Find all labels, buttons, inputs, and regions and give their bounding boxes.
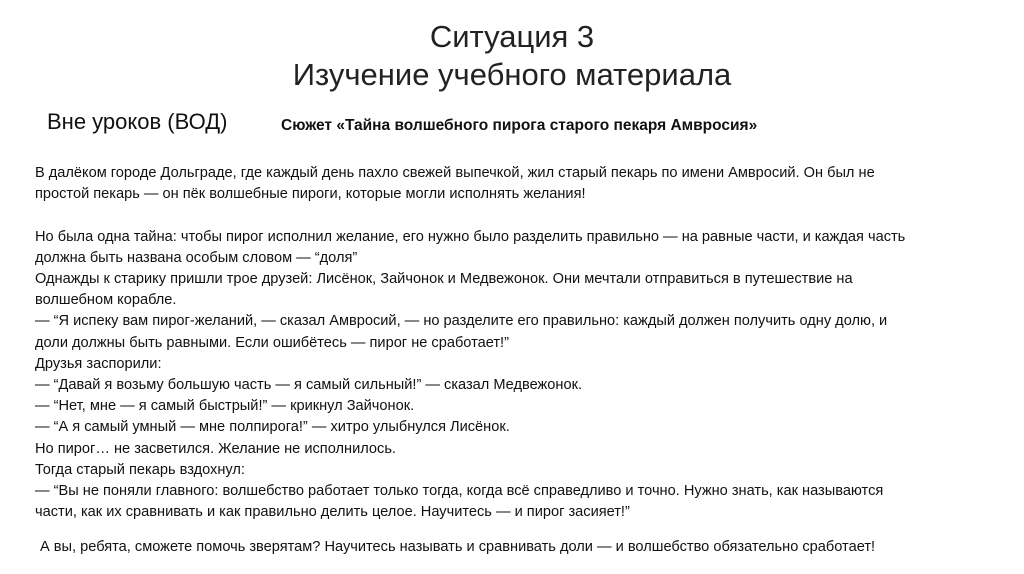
story-line: волшебном корабле. (35, 292, 177, 309)
story-line: части, как их сравнивать и как правильно делить целое. Научитесь — и пирог засияет!” (35, 504, 630, 521)
closing-question: А вы, ребята, сможете помочь зверятам? Научитесь называть и сравнивать доли — и волшебство обязательно сработает! (40, 539, 876, 555)
story-line: — “Вы не поняли главного: волшебство работает только тогда, когда всё справедливо и точно. Нужно знать, как называются (35, 483, 884, 500)
story-line: Тогда старый пекарь вздохнул: (35, 461, 245, 478)
story-line: Друзья заспорили: (35, 355, 162, 372)
story-line: должна быть названа особым словом — “доля” (35, 249, 358, 266)
slide-title-line-2: Изучение учебного материала (292, 57, 732, 92)
story-line: Но пирог… не засветился. Желание не исполнилось. (35, 440, 396, 457)
slide-title-line-1: Ситуация 3 (429, 19, 595, 54)
plot-heading: Сюжет «Тайна волшебного пирога старого пекаря Амвросия» (281, 117, 758, 134)
story-line: — “А я самый умный — мне полпирога!” — хитро улыбнулся Лисёнок. (35, 419, 510, 436)
slide-subtitle: Вне уроков (ВОД) (47, 109, 228, 134)
slide-title (0, 18, 1024, 94)
story-blank-line (35, 205, 985, 226)
story-line: — “Я испеку вам пирог-желаний, — сказал Амвросий, — но разделите его правильно: каждый должен получить одну долю, и (35, 313, 888, 330)
story-text (35, 163, 985, 523)
story-line: Однажды к старику пришли трое друзей: Лисёнок, Зайчонок и Медвежонок. Они мечтали отправиться в путешествие на (35, 271, 853, 287)
story-line: — “Нет, мне — я самый быстрый!” — крикнул Зайчонок. (35, 398, 415, 415)
story-line: В далёком городе Дольграде, где каждый день пахло свежей выпечкой, жил старый пекарь по имени Амвросий. Он был не (35, 165, 875, 181)
story-line: Но была одна тайна: чтобы пирог исполнил желание, его нужно было разделить правильно — на равные части, и каждая часть (35, 228, 906, 245)
story-line: — “Давай я возьму большую часть — я самый сильный!” — сказал Медвежонок. (35, 377, 583, 394)
story-line: простой пекарь — он пёк волшебные пироги, которые могли исполнять желания! (35, 186, 586, 203)
story-line: доли должны быть равными. Если ошибётесь — пирог не сработает!” (35, 334, 509, 351)
